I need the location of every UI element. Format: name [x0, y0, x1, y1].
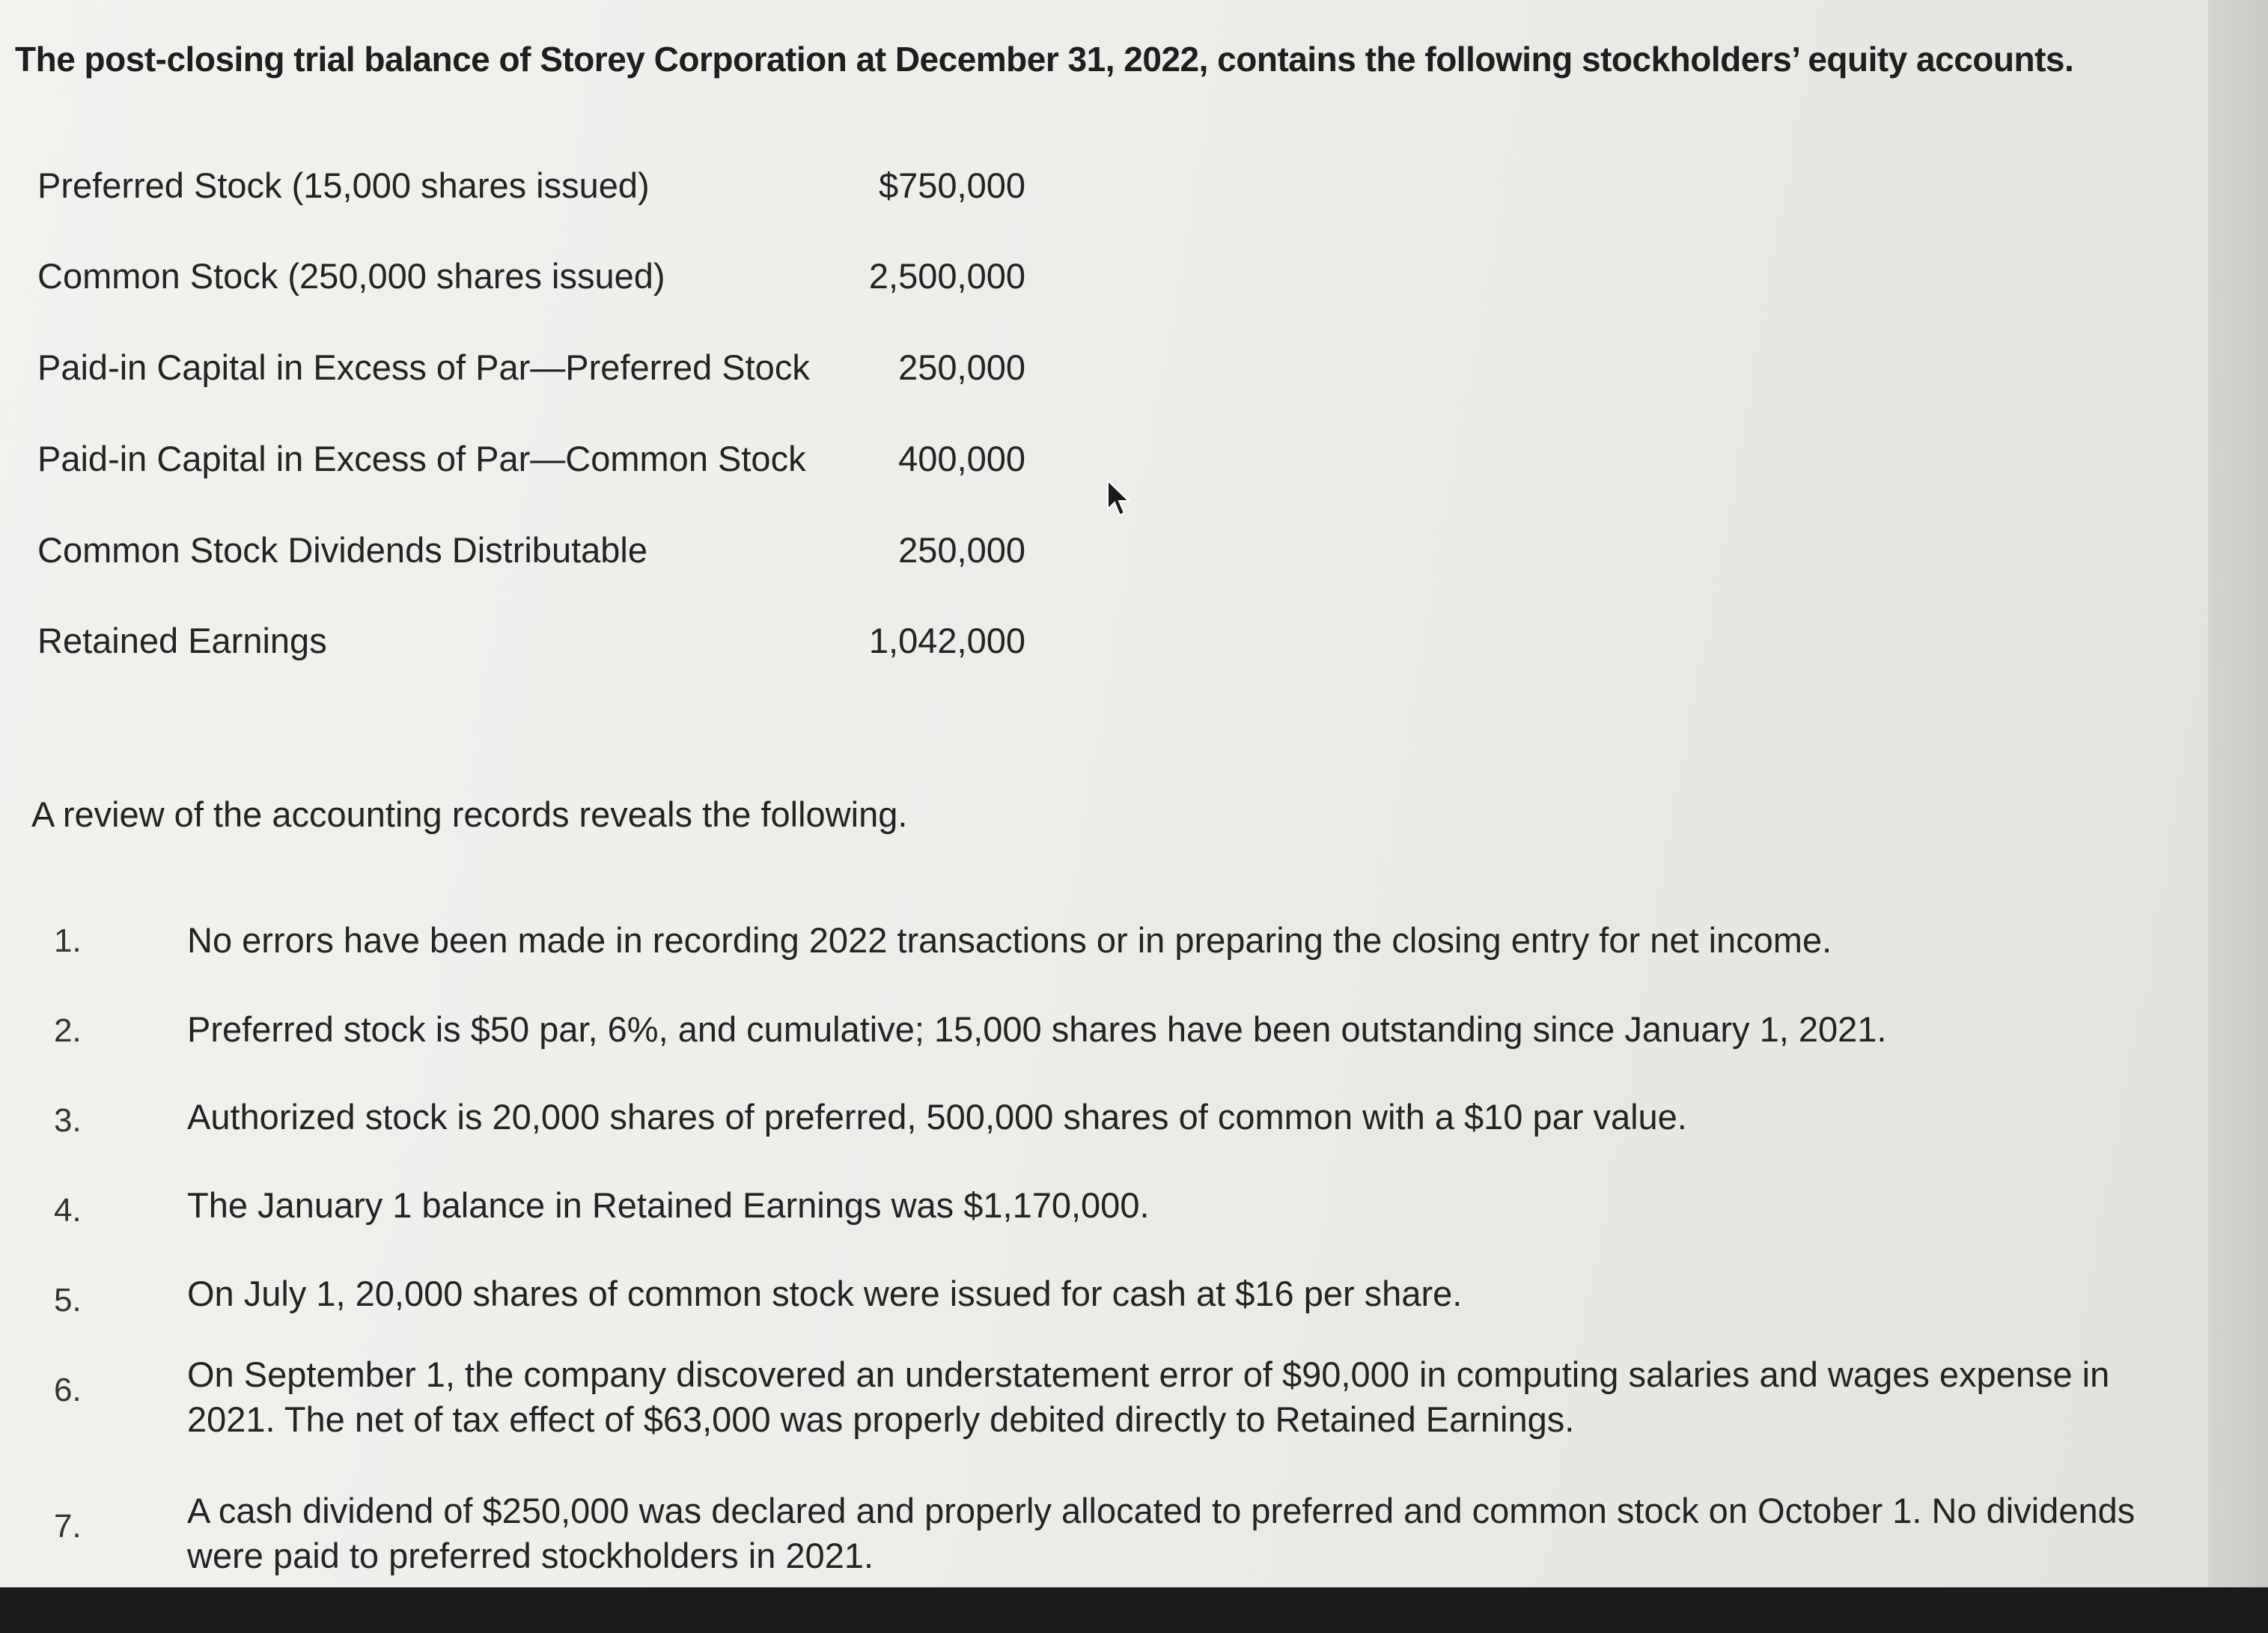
- account-label: Retained Earnings: [37, 621, 327, 660]
- list-item-text: Authorized stock is 20,000 shares of preferred, 500,000 shares of common with a $10 par value.: [187, 1097, 1687, 1137]
- account-label: Common Stock Dividends Distributable: [37, 530, 647, 570]
- list-item-number: 6.: [54, 1372, 82, 1408]
- list-item-number: 2.: [54, 1012, 82, 1049]
- review-heading: A review of the accounting records reveals the following.: [31, 794, 908, 834]
- account-amount: 400,000: [898, 439, 1025, 478]
- list-item-text: No errors have been made in recording 2022 transactions or in preparing the closing entry for net income.: [187, 920, 1832, 960]
- list-item-number: 7.: [54, 1508, 82, 1545]
- list-item-text: Preferred stock is $50 par, 6%, and cumulative; 15,000 shares have been outstanding since January 1, 2021.: [187, 1009, 1887, 1049]
- problem-intro: The post-closing trial balance of Storey Corporation at December 31, 2022, contains the following stockholders’ equity accounts.: [15, 40, 2074, 79]
- account-label: Paid-in Capital in Excess of Par—Preferred Stock: [37, 347, 810, 387]
- list-item-number: 1.: [54, 922, 82, 959]
- account-amount: 1,042,000: [868, 621, 1025, 660]
- account-label: Preferred Stock (15,000 shares issued): [37, 165, 650, 205]
- screen-edge: [2208, 0, 2268, 1587]
- account-amount: 250,000: [898, 347, 1025, 387]
- list-item-number: 5.: [54, 1282, 82, 1319]
- account-label: Paid-in Capital in Excess of Par—Common Stock: [37, 439, 806, 478]
- monitor-bezel: [0, 1587, 2268, 1633]
- list-item-text: On September 1, the company discovered an understatement error of $90,000 in computing salaries and wages expense in 2021. The net of tax effect of $63,000 was properly debited directly to Retained Earnings.: [187, 1354, 2110, 1439]
- list-item-text: On July 1, 20,000 shares of common stock were issued for cash at $16 per share.: [187, 1274, 1463, 1313]
- list-item-number: 3.: [54, 1102, 82, 1139]
- account-amount: 250,000: [898, 530, 1025, 570]
- mouse-pointer-icon: [1106, 479, 1132, 518]
- list-item-text: The January 1 balance in Retained Earnings was $1,170,000.: [187, 1185, 1150, 1225]
- account-amount: 2,500,000: [868, 256, 1025, 296]
- account-amount: $750,000: [878, 165, 1025, 205]
- list-item-number: 4.: [54, 1192, 82, 1229]
- list-item-text: A cash dividend of $250,000 was declared and properly allocated to preferred and common stock on October 1. No dividends were paid to preferred stockholders in 2021.: [187, 1491, 2136, 1575]
- account-label: Common Stock (250,000 shares issued): [37, 256, 665, 296]
